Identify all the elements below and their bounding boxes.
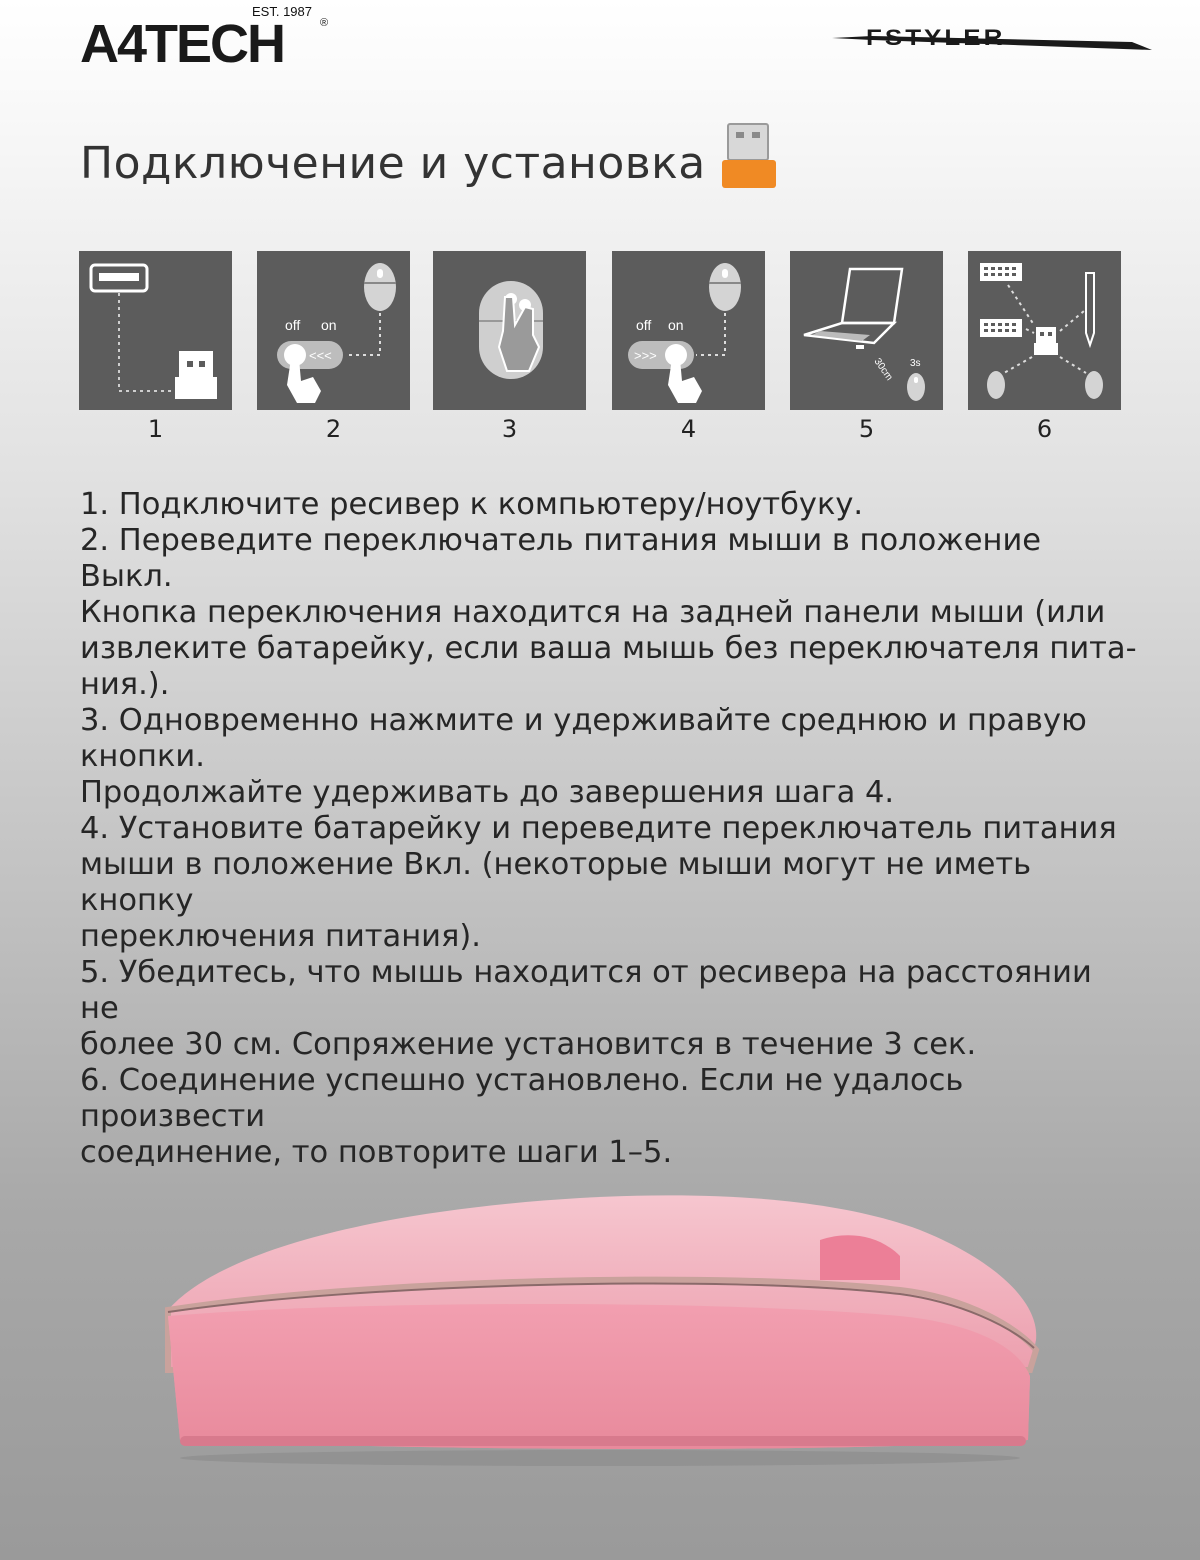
off-label: off xyxy=(285,317,301,333)
off-label: off xyxy=(636,317,652,333)
switch-off-icon xyxy=(257,251,410,410)
instruction-line: 2. Переведите переключатель питания мыши в положение Выкл. xyxy=(80,523,1042,594)
a4tech-wordmark xyxy=(80,16,340,68)
a4tech-logo xyxy=(80,4,340,66)
steps-row xyxy=(79,251,1123,451)
step-number-6: 6 xyxy=(1036,415,1053,443)
step-panel-2 xyxy=(257,251,410,443)
step-panel-4 xyxy=(612,251,765,443)
instruction-line: кнопки. xyxy=(80,739,205,774)
instructions-text xyxy=(80,487,1140,1171)
instruction-line: ния.). xyxy=(80,667,170,702)
arrows-left: <<< xyxy=(309,348,332,363)
fstyler-logo xyxy=(832,24,1152,60)
instruction-line: 4. Установите батарейку и переведите переключатель питания xyxy=(80,811,1117,846)
step-number-1: 1 xyxy=(147,415,164,443)
logo-main-text: A4TECH xyxy=(80,16,285,68)
instruction-line: соединение, то повторите шаги 1–5. xyxy=(80,1135,673,1170)
usb-port-to-receiver-icon xyxy=(79,251,232,410)
on-label: on xyxy=(668,317,684,333)
step-panel-1 xyxy=(79,251,232,443)
instruction-line: 5. Убедитесь, что мышь находится от ресивера на расстоянии не xyxy=(80,955,1092,1026)
fstyler-text: FSTYLER xyxy=(866,26,1006,51)
instruction-line: Продолжайте удерживать до завершения шага 4. xyxy=(80,775,895,810)
time-label: 3s xyxy=(910,358,921,369)
instruction-line: 3. Одновременно нажмите и удерживайте среднюю и правую xyxy=(80,703,1087,738)
arrows-right: >>> xyxy=(634,348,657,363)
step-number-4: 4 xyxy=(680,415,697,443)
multi-device-connect-icon xyxy=(968,251,1121,410)
step-panel-3 xyxy=(433,251,586,443)
logo-est: EST. 1987 xyxy=(252,4,312,19)
instruction-line: более 30 см. Сопряжение установится в течение 3 сек. xyxy=(80,1027,977,1062)
switch-on-icon xyxy=(612,251,765,410)
instruction-line: 6. Соединение успешно установлено. Если не удалось произвести xyxy=(80,1063,964,1134)
step-number-5: 5 xyxy=(858,415,875,443)
on-label: on xyxy=(321,317,337,333)
laptop-distance-icon xyxy=(790,251,943,410)
step-panel-5 xyxy=(790,251,943,443)
step-panel-6 xyxy=(968,251,1121,443)
instruction-line: 1. Подключите ресивер к компьютеру/ноутбуку. xyxy=(80,487,864,522)
step-number-3: 3 xyxy=(501,415,518,443)
distance-label: 30cm xyxy=(871,356,895,383)
page-title: Подключение и установка xyxy=(80,138,706,189)
instruction-line: переключения питания). xyxy=(80,919,481,954)
step-number-2: 2 xyxy=(325,415,342,443)
logo-reg: ® xyxy=(320,17,329,29)
instruction-line: извлеките батарейку, если ваша мышь без переключателя пита- xyxy=(80,631,1137,666)
pink-mouse-image xyxy=(160,1140,1040,1480)
instruction-line: мыши в положение Вкл. (некоторые мыши могут не иметь кнопку xyxy=(80,847,1032,918)
press-buttons-icon xyxy=(433,251,586,410)
instruction-line: Кнопка переключения находится на задней панели мыши (или xyxy=(80,595,1106,630)
usb-receiver-icon xyxy=(718,122,780,192)
